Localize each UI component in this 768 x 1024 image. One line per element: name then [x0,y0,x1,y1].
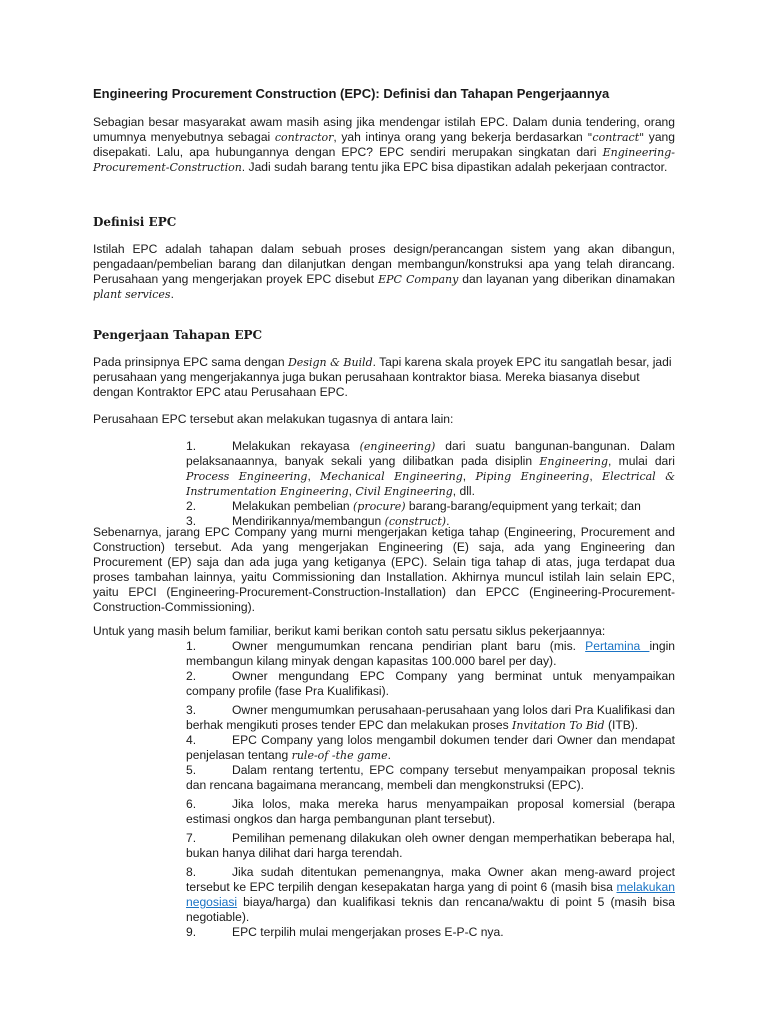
pertamina-link[interactable]: Pertamina [585,639,650,653]
list-item: 7. Pemilihan pemenang dilakukan oleh owner dengan memperhatikan beberapa hal, bukan hanya dilihat dari harga terendah. [186,831,675,860]
negosiasi-link[interactable]: melakukan negosiasi [186,880,675,909]
list-item: 1. Melakukan rekayasa (engineering) dari suatu bangunan-bangunan. Dalam pelaksanaannya, banyak sekali yang dilibatkan pada disiplin Engineering, mulai dari Process Engineering, Mechanical Engineering, Piping Engineering, Electrical & Instrumentation Engineering, Civil Engineering, dll. [186,439,676,498]
pengerjaan-paragraph: Pada prinsipnya EPC sama dengan Design & Build. Tapi karena skala proyek EPC itu sangatlah besar, jadi perusahaan yang mengerjakannya juga bukan perusahaan kontraktor biasa. Mereka biasanya disebut dengan Kontraktor EPC atau Perusahaan EPC. [93,355,672,399]
siklus-intro: Untuk yang masih belum familiar, berikut kami berikan contoh satu persatu siklus pekerjaannya: [93,624,606,638]
steps-list [186,639,675,940]
tasks-intro: Perusahaan EPC tersebut akan melakukan tugasnya di antara lain: [93,412,454,426]
list-item: 3. Mendirikannya/membangun (construct). [186,514,450,528]
definisi-paragraph: Istilah EPC adalah tahapan dalam sebuah proses design/perancangan sistem yang akan dibangun, pengadaan/pembelian barang dan dilanjutkan dengan membangun/konstruksi apa yang telah dirancang. Perusahaan yang mengerjakan proyek EPC disebut EPC Company dan layanan yang diberikan dinamakan plant services. [93,242,675,301]
list-item: 2. Melakukan pembelian (procure) barang-barang/equipment yang terkait; dan [186,499,641,513]
sebenarnya-paragraph: Sebenarnya, jarang EPC Company yang murni mengerjakan ketiga tahap (Engineering, Procurement and Construction) tersebut. Ada yang mengerjakan Engineering (E) saja, ada yang Engineering dan Procurement (EP) saja dan ada juga yang ketiganya (EPC). Selain tiga tahap di atas, juga terdapat dua proses tambahan lainnya, yaitu Commissioning dan Installation. Akhirnya muncul istilah lain selain EPC, yaitu EPCI (Engineering-Procurement-Construction-Installation) dan EPCC (Engineering-Procurement-Construction-Commissioning). [93,525,675,614]
list-item: 4. EPC Company yang lolos mengambil dokumen tender dari Owner dan mendapat penjelasan tentang rule-of -the game. [186,733,675,762]
heading-definisi: Definisi EPC [93,215,177,229]
list-item: 6. Jika lolos, maka mereka harus menyampaikan proposal komersial (berapa estimasi ongkos dan harga pembangunan plant tersebut). [186,797,675,826]
document-title: Engineering Procurement Construction (EPC): Definisi dan Tahapan Pengerjaannya [93,86,610,101]
intro-paragraph: Sebagian besar masyarakat awam masih asing jika mendengar istilah EPC. Dalam dunia tendering, orang umumnya menyebutnya sebagai contractor, yah intinya orang yang bekerja berdasarkan "contract" yang disepakati. Lalu, apa hubungannya dengan EPC? EPC sendiri merupakan singkatan dari Engineering-Procurement-Construction. Jadi sudah barang tentu jika EPC bisa dipastikan adalah pekerjaan contractor. [93,115,675,174]
list-item: 9. EPC terpilih mulai mengerjakan proses E-P-C nya. [186,925,504,939]
list-item: 8. Jika sudah ditentukan pemenangnya, maka Owner akan meng-award project tersebut ke EPC terpilih dengan kesepakatan harga yang di point 6 (masih bisa melakukan negosiasi biaya/harga) dan kualifikasi teknis dan rencana/waktu di point 5 (masih bisa negotiable). [186,865,675,924]
list-item: 2. Owner mengundang EPC Company yang berminat untuk menyampaikan company profile (fase Pra Kualifikasi). [186,669,675,698]
heading-pengerjaan: Pengerjaan Tahapan EPC [93,328,263,342]
task-list [186,439,675,529]
list-item: 5. Dalam rentang tertentu, EPC company tersebut menyampaikan proposal teknis dan rencana bagaimana merancang, membeli dan mengkonstruksi (EPC). [186,763,675,792]
list-item: 3. Owner mengumumkan perusahaan-perusahaan yang lolos dari Pra Kualifikasi dan berhak mengikuti proses tender EPC dan melakukan proses Invitation To Bid (ITB). [186,703,675,732]
list-item: 1. Owner mengumumkan rencana pendirian plant baru (mis. Pertamina ingin membangun kilang minyak dengan kapasitas 100.000 barel per day). [186,639,675,668]
